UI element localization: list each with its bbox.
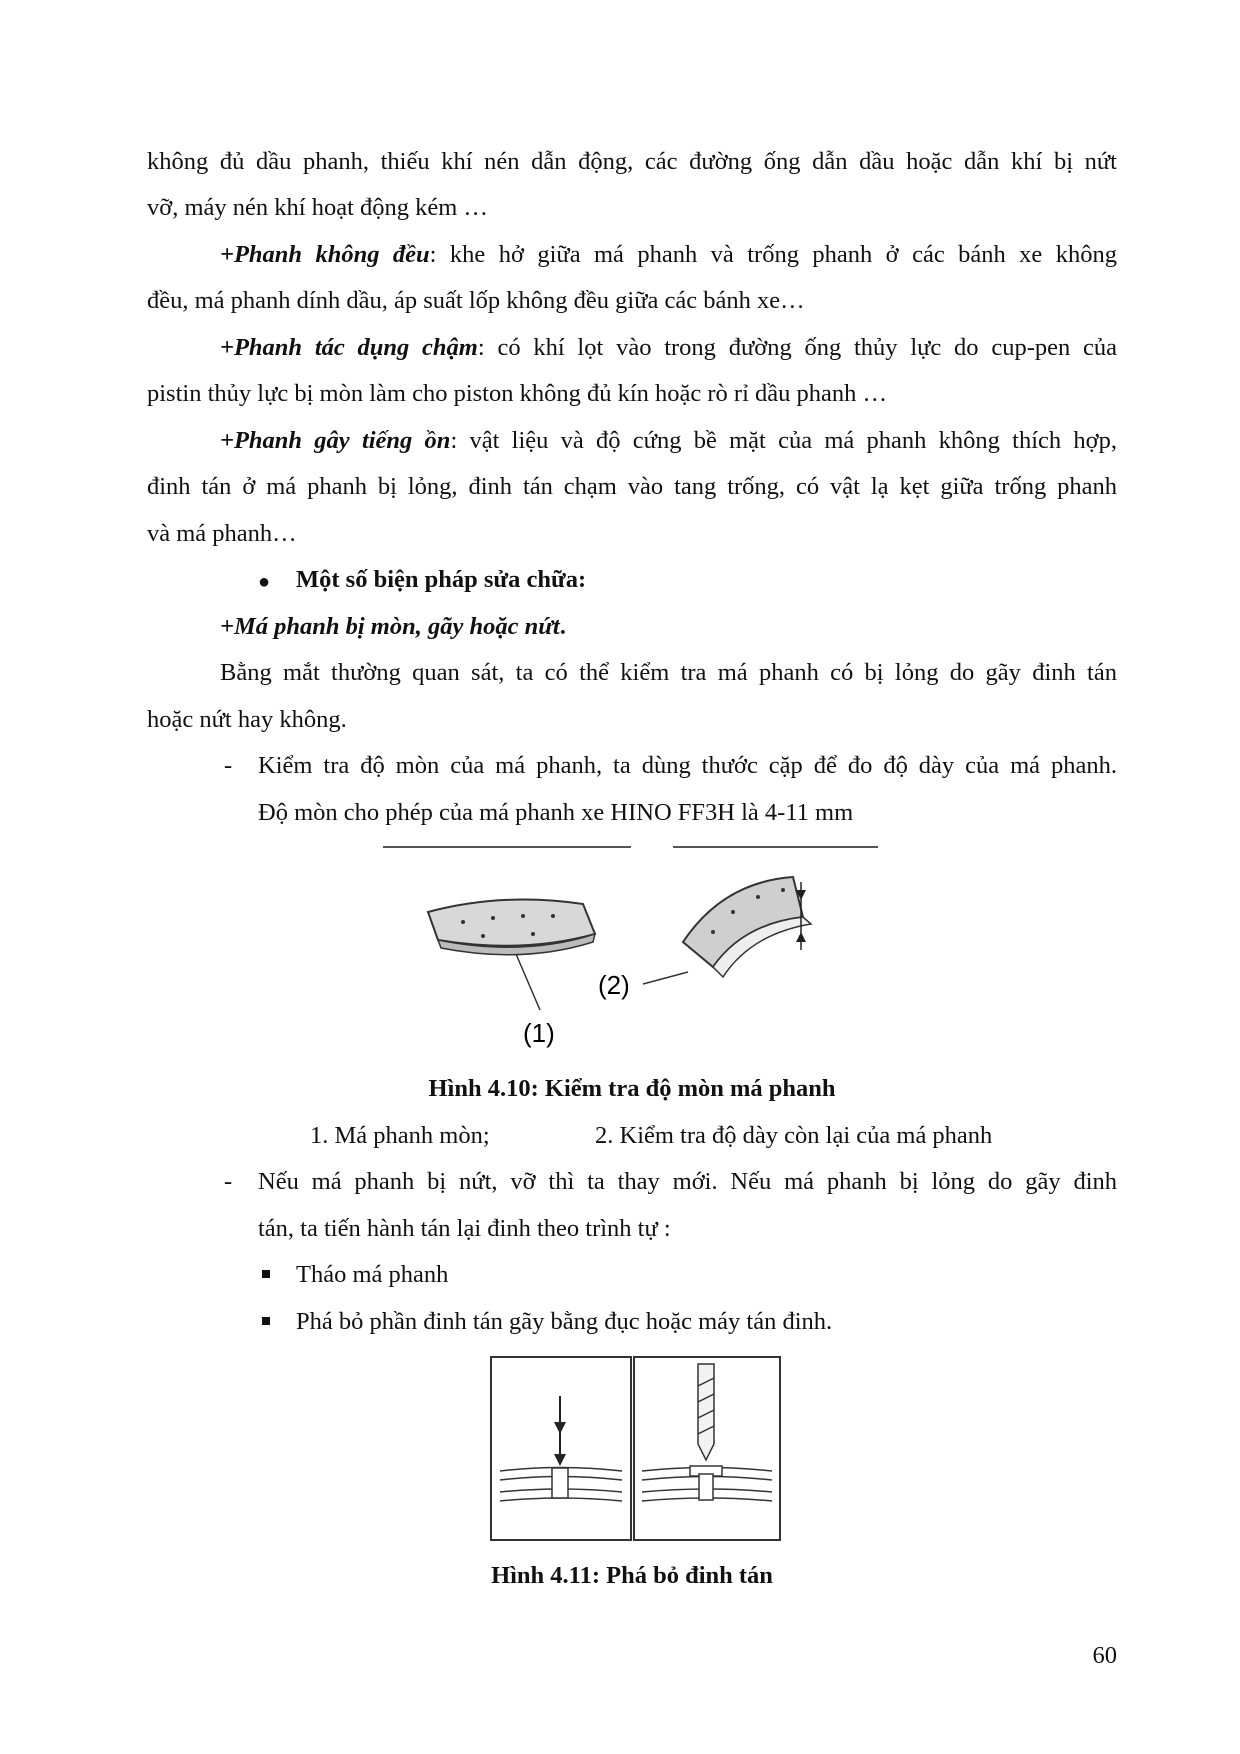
paragraph-line: vỡ, máy nén khí hoạt động kém …	[147, 194, 488, 221]
dash-marker: -	[224, 752, 233, 779]
paragraph-line	[220, 332, 1117, 364]
brake-shoe-illustration	[383, 842, 883, 1052]
paragraph-line	[220, 239, 1117, 271]
paragraph-line: không đủ dầu phanh, thiếu khí nén dẫn động, các đường ống dẫn dầu hoặc dẫn khí bị nứt	[147, 148, 1117, 175]
list-item-line: Phá bỏ phần đinh tán gãy bằng đục hoặc máy tán đinh.	[296, 1308, 833, 1335]
figure-legend-1: 1. Má phanh mòn;	[310, 1122, 490, 1149]
sub-heading-dot: .	[559, 613, 566, 640]
square-bullet	[262, 1317, 270, 1325]
paragraph-line: và má phanh…	[147, 520, 297, 547]
term-phanh-khong-deu: +Phanh không đều	[220, 241, 430, 268]
paragraph-line: đều, má phanh dính dầu, áp suất lốp không đều giữa các bánh xe…	[147, 287, 805, 314]
paragraph-line: pistin thủy lực bị mòn làm cho piston không đủ kín hoặc rò rỉ dầu phanh …	[147, 380, 888, 407]
list-item-line: tán, ta tiến hành tán lại đinh theo trình tự :	[258, 1215, 671, 1242]
paragraph-text: : có khí lọt vào trong đường ống thủy lực do cup-pen của	[477, 334, 1117, 361]
label-2: (2)	[598, 970, 630, 1000]
figure-caption: Hình 4.11: Phá bỏ đinh tán	[491, 1562, 773, 1589]
section-heading: Một số biện pháp sửa chữa:	[296, 566, 587, 593]
figure-legend-2: 2. Kiểm tra độ dày còn lại của má phanh	[595, 1122, 993, 1149]
sub-heading-text: +Má phanh bị mòn, gãy hoặc nứt	[220, 613, 560, 640]
sub-heading	[220, 611, 1020, 643]
term-phanh-tac-dung-cham: +Phanh tác dụng chậm	[220, 334, 478, 361]
bullet-dot: ●	[258, 571, 271, 593]
paragraph-line: hoặc nứt hay không.	[147, 706, 347, 733]
term-phanh-gay-tieng-on: +Phanh gây tiếng ồn	[220, 427, 451, 454]
list-item-line: Độ mòn cho phép của má phanh xe HINO FF3H là 4-11 mm	[258, 799, 854, 826]
paragraph-line: đinh tán ở má phanh bị lỏng, đinh tán chạm vào tang trống, có vật lạ kẹt giữa trống phanh	[147, 473, 1117, 500]
figure-caption: Hình 4.10: Kiểm tra độ mòn má phanh	[428, 1075, 836, 1102]
label-1: (1)	[523, 1018, 555, 1048]
rivet-removal-illustration	[490, 1356, 782, 1541]
paragraph-text: : vật liệu và độ cứng bề mặt của má phanh không thích hợp,	[450, 427, 1117, 454]
dash-marker: -	[224, 1168, 233, 1195]
list-item-line: Nếu má phanh bị nứt, vỡ thì ta thay mới. Nếu má phanh bị lỏng do gãy đinh	[258, 1168, 1117, 1195]
list-item-line: Tháo má phanh	[296, 1261, 449, 1288]
paragraph-line	[220, 425, 1117, 457]
figure-rivet-removal	[490, 1356, 782, 1541]
list-item-line: Kiểm tra độ mòn của má phanh, ta dùng thước cặp để đo độ dày của má phanh.	[258, 752, 1117, 779]
page-number: 60	[1092, 1642, 1117, 1669]
paragraph-line: Bằng mắt thường quan sát, ta có thể kiểm tra má phanh có bị lỏng do gãy đinh tán	[220, 659, 1117, 686]
paragraph-text: : khe hở giữa má phanh và trống phanh ở các bánh xe không	[429, 241, 1117, 268]
figure-brake-shoe-wear	[383, 842, 883, 1052]
square-bullet	[262, 1270, 270, 1278]
